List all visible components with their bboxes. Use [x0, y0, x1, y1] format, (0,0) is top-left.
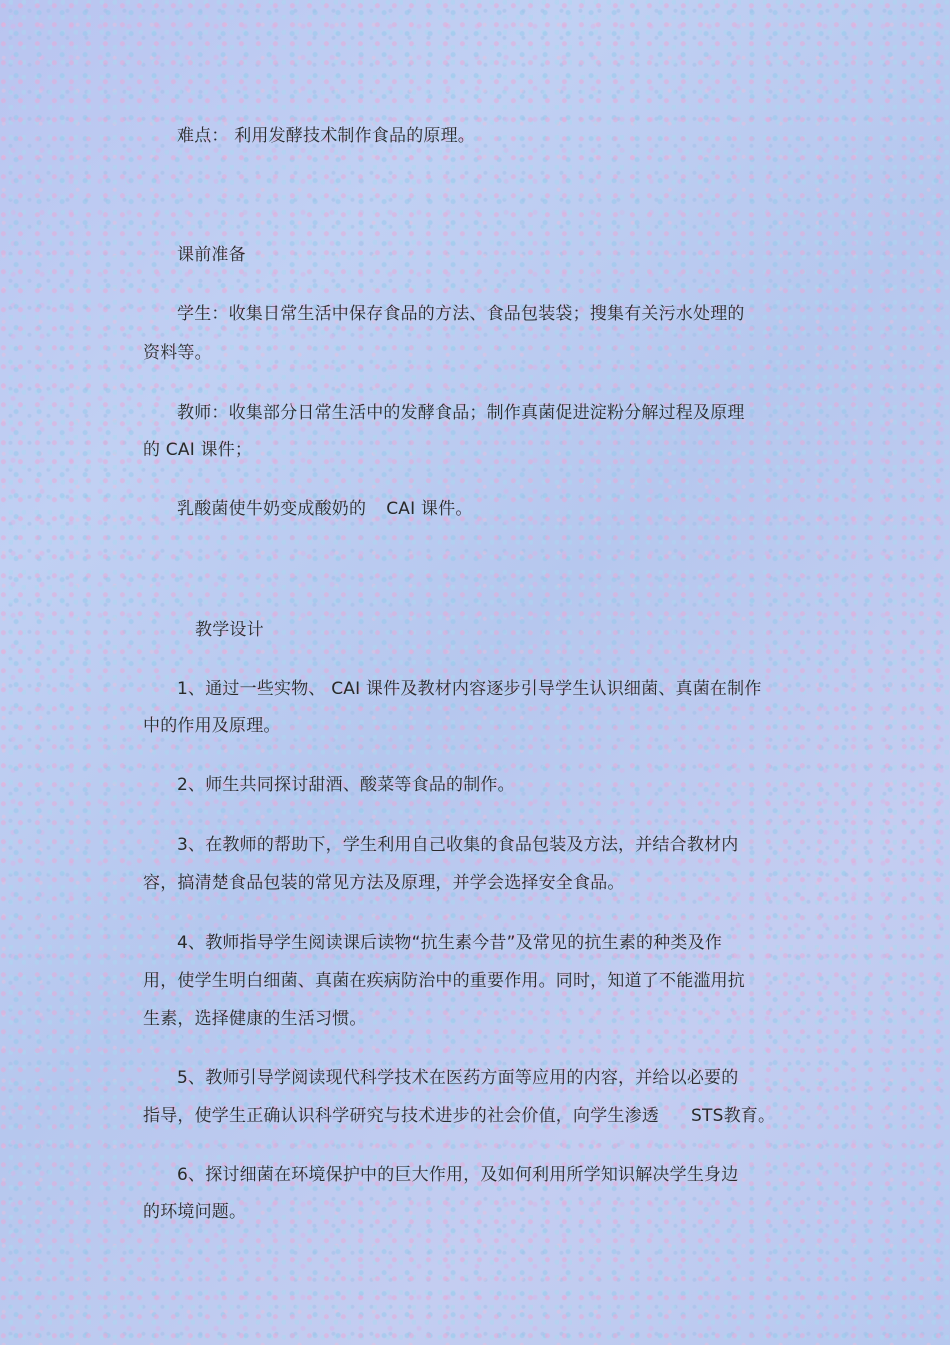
item-3-line-1: 3、在教师的帮助下，学生利用自己收集的食品包装及方法，并结合教材内: [177, 835, 739, 855]
item-5-line-1: 5、教师引导学阅读现代科学技术在医药方面等应用的内容，并给以必要的: [177, 1068, 739, 1088]
item-6-line-1: 6、探讨细菌在环境保护中的巨大作用，及如何利用所学知识解决学生身边: [177, 1165, 739, 1185]
sts-education-text: STS教育。: [691, 1106, 776, 1126]
item-4-line-1: 4、教师指导学生阅读课后读物“抗生素今昔”及常见的抗生素的种类及作: [177, 933, 723, 953]
difficulty-text: 难点： 利用发酵技术制作食品的原理。: [177, 126, 476, 146]
lactic-acid-text: 乳酸菌使牛奶变成酸奶的: [177, 499, 367, 519]
item-4-line-2: 用，使学生明白细菌、真菌在疾病防治中的重要作用。同时，知道了不能滥用抗: [143, 971, 745, 991]
item-1-line-2: 中的作用及原理。: [143, 716, 281, 736]
item-4-line-3: 生素，选择健康的生活习惯。: [143, 1009, 367, 1029]
teacher-prep-line-1: 教师：收集部分日常生活中的发酵食品；制作真菌促进淀粉分解过程及原理: [177, 403, 745, 423]
cai-courseware-text: CAI 课件。: [386, 499, 473, 519]
prep-heading: 课前准备: [177, 245, 246, 265]
item-5-text: 指导，使学生正确认识科学研究与技术进步的社会价值，向学生渗透: [143, 1106, 659, 1126]
teacher-prep-line-2: 的 CAI 课件；: [143, 440, 253, 460]
design-heading: 教学设计: [195, 620, 264, 640]
student-prep-line-2: 资料等。: [143, 343, 212, 363]
item-2-line-1: 2、师生共同探讨甜酒、酸菜等食品的制作。: [177, 775, 515, 795]
item-1-line-1: 1、通过一些实物、 CAI 课件及教材内容逐步引导学生认识细菌、真菌在制作: [177, 679, 762, 699]
item-3-line-2: 容，搞清楚食品包装的常见方法及原理，并学会选择安全食品。: [143, 873, 625, 893]
item-5-line-2: [143, 1104, 775, 1128]
item-6-line-2: 的环境问题。: [143, 1202, 247, 1222]
lactic-acid-line: [177, 497, 473, 521]
student-prep-line-1: 学生：收集日常生活中保存食品的方法、食品包装袋；搜集有关污水处理的: [177, 304, 745, 324]
